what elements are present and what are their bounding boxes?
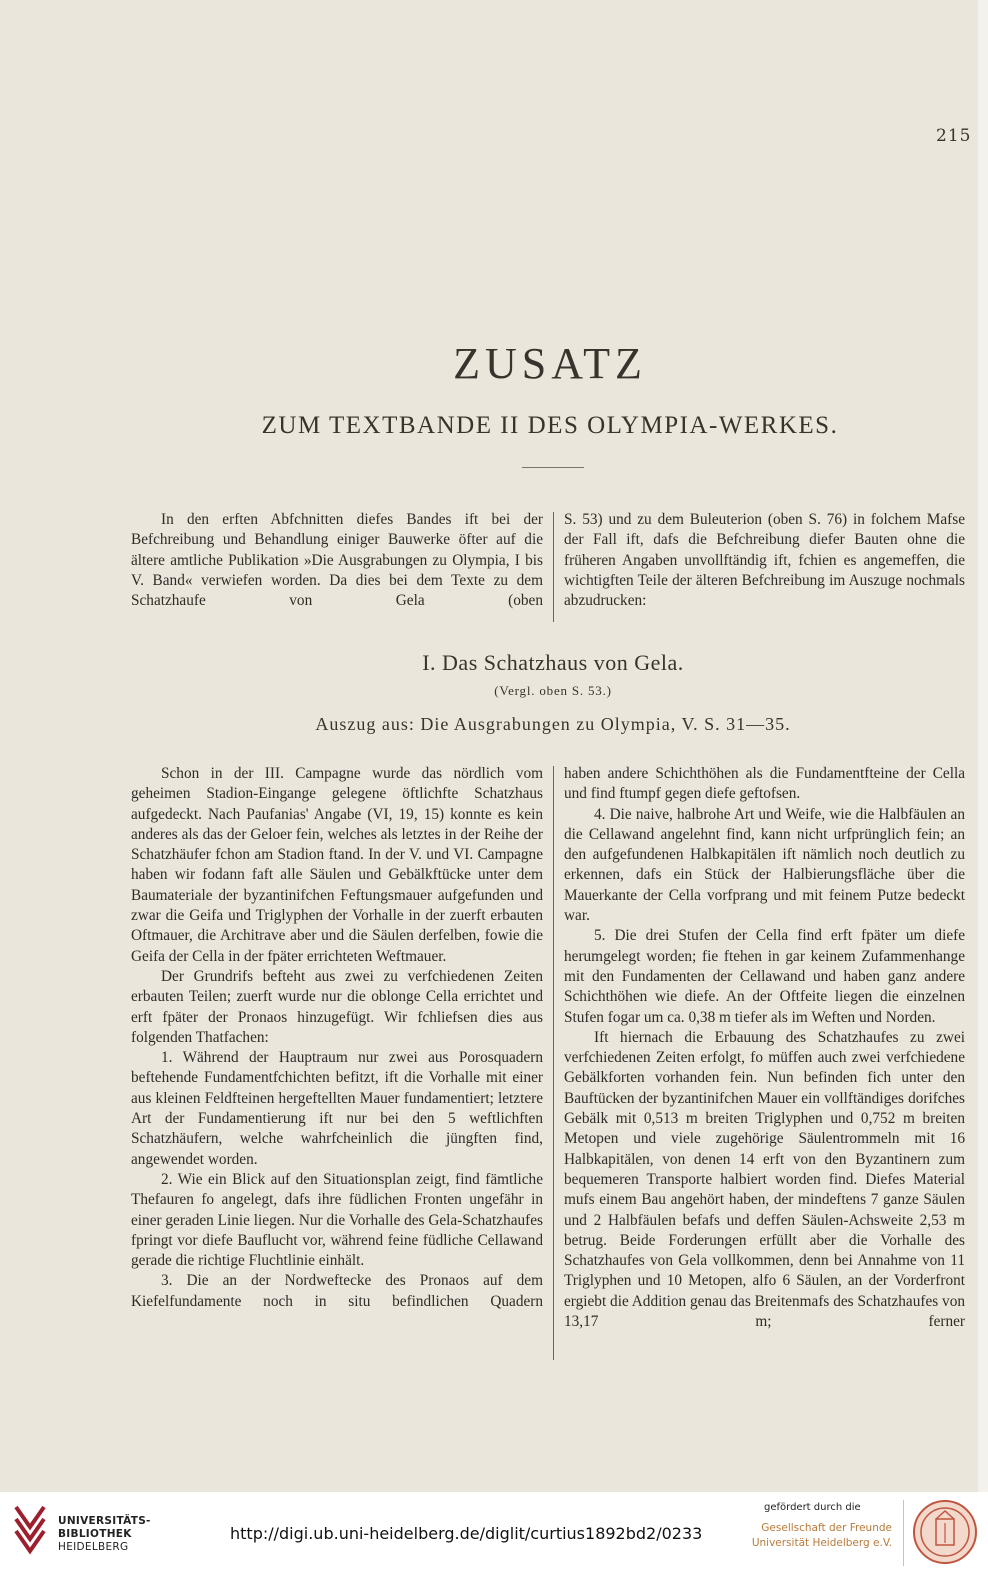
footer-divider (903, 1500, 904, 1566)
body-paragraph: 2. Wie ein Blick auf den Situationsplan zeigt, find fämtliche Thefauren fo angelegt, dafs ihre füdlichen Fronten ungefähr in einer geraden Linie liegen. Nur die Vorhalle des Gela-Schatzhaufes fpringt vor diefe Bauflucht vor, während feine füdliche Cellawand gerade die richtige Fluchtlinie einhält. (131, 1170, 543, 1270)
column-divider (553, 512, 554, 622)
intro-right-column (564, 510, 965, 611)
library-logo-icon (10, 1501, 50, 1559)
funded-by-label: gefördert durch die (764, 1502, 861, 1513)
page-title: ZUSATZ (453, 339, 647, 388)
section-source: Auszug aus: Die Ausgrabungen zu Olympia, V. S. 31—35. (315, 714, 791, 734)
intro-left-column (131, 510, 543, 611)
body-paragraph: Schon in der III. Campagne wurde das nördlich vom geheimen Stadion-Eingange gelegene öftlichfte Schatzhaus aufgedeckt. Nach Paufanias' Angabe (VI, 19, 15) konnte es kein anderes als das der Geloer fein, welches als letztes in der Reihe der Schatzhäufer fchon am Stadion ftand. In der V. und VI. Campagne haben wir fodann faft alle Säulen und Gebälkftücke unter dem Baumateriale der byzantinifchen Feftungsmauer aufgefunden und zwar die Geifa und Triglyphen der Vorhalle in der zuerft erbauten Oftmauer, die Architrave aber und die Säulen derfelben, fowie die Geifa der Cella in der fpäter errichteten Weftmauer. (131, 765, 543, 965)
intro-paragraph: In den erften Abfchnitten diefes Bandes ift bei der Befchreibung und Behandlung einiger Bauwerke öfter auf die ältere amtliche Publikation »Die Ausgrabungen zu Olympia, I bis V. Band« verwiefen worden. Da dies bei dem Texte zu dem Schatzhaufe von Gela (oben (131, 511, 543, 610)
body-paragraph: 3. Die an der Nordweftecke des Pronaos auf dem Kiefelfundamente noch in situ befindlichen Quadern (131, 1272, 543, 1310)
intro-paragraph-continued: S. 53) und zu dem Buleuterion (oben S. 76) in folchem Mafse der Fall ift, dafs die Befchreibung diefer Bauten ohne die früheren Angaben unvollftändig ift, fchien es angemeffen, die wichtigften Teile der älteren Befchreibung im Auszuge nochmals abzudrucken: (564, 511, 965, 610)
body-paragraph: Der Grundrifs befteht aus zwei zu verfchiedenen Zeiten erbauten Teilen; zuerft wurde nur die oblonge Cella errichtet und erft fpäter der Pronaos hinzugefügt. Wir fchliefsen dies aus folgenden Thatfachen: (131, 967, 543, 1046)
body-paragraph: 5. Die drei Stufen der Cella find erft fpäter um diefe herumgelegt worden; fie ftehen in gar keinem Zufammenhange mit den Fundamenten der Cellawand und haben ganz andere Schichthöhen wie diefe. An der Oftfeite liegen die einzelnen Stufen fogar um ca. 0,38 m tiefer als im Weften und Norden. (564, 927, 965, 1026)
section-heading: I. Das Schatzhaus von Gela. (422, 650, 684, 675)
column-divider (553, 766, 554, 1360)
body-paragraph: 4. Die naive, halbrohe Art und Weife, wie die Halbfäulen an die Cellawand angelehnt find, kann nicht urfprünglich fein; an den aufgefundenen Halbkapitälen ift nämlich noch deutlich zu erkennen, dafs ein Stück der Halbierungsfläche über die Mauerkante der Cella vorfprang und mit feinem Putze bedeckt war. (564, 805, 965, 925)
library-name-line2: BIBLIOTHEK (58, 1528, 132, 1540)
permalink-url[interactable]: http://digi.ub.uni-heidelberg.de/diglit/curtius1892bd2/0233 (230, 1524, 703, 1543)
body-paragraph-continued: haben andere Schichthöhen als die Fundamentfteine der Cella und find ftumpf gegen diefe geftofsen. (564, 765, 965, 803)
society-name-line1: Gesellschaft der Freunde (761, 1522, 892, 1534)
library-name-line3: HEIDELBERG (58, 1541, 129, 1553)
page-subtitle: ZUM TEXTBANDE II DES OLYMPIA-WERKES. (261, 412, 839, 439)
body-paragraph: Ift hiernach die Erbauung des Schatzhaufes zu zwei verfchiedenen Zeiten erfolgt, fo müffen auch zwei verfchiedene Gebälkforten vorhanden fein. Nun befinden fich unter den Bauftücken der byzantinifchen Mauer ein vollftändiges dorifches Gebälk mit 0,513 m breiten Triglyphen und 0,752 m breiten Metopen und viele zugehörige Säulentrommeln mit 16 Halbkapitälen, von denen 14 erft von den Byzantinern zum bequemeren Transporte halbiert worden find. Diefes Material mufs einem Bau angehört haben, der mindeftens 7 ganze Säulen und 2 Halbfäulen befafs und deffen Säulen-Achsweite 2,53 m betrug. Beide Forderungen erfüllt aber die Vorhalle des Schatzhaufes von Gela vollkommen, denn bei Annahme von 11 Triglyphen und 10 Metopen, alfo 6 Säulen, an der Vorderfront ergiebt die Addition genau das Breitenmafs des Schatzhaufes von 13,17 m; ferner (564, 1028, 965, 1331)
university-seal-icon (912, 1499, 978, 1565)
body-left-column (131, 764, 543, 1312)
library-name-line1: UNIVERSITÄTS- (58, 1515, 151, 1527)
body-right-column (564, 764, 965, 1332)
society-name-line2: Universität Heidelberg e.V. (751, 1537, 892, 1549)
page-number: 215 (936, 126, 972, 146)
section-note: (Vergl. oben S. 53.) (494, 683, 612, 698)
body-paragraph: 1. Während der Hauptraum nur zwei aus Porosquadern beftehende Fundamentfchichten befitzt, ift die Vorhalle mit einer aus kleinen Feldfteinen hergeftellten Mauer fundamentiert; letztere Art der Fundamentierung ift nur bei den 5 weftlichften Schatzhäufern, welche wahrfcheinlich die jüngften find, angewendet worden. (131, 1049, 543, 1168)
title-rule (522, 467, 584, 468)
page-edge (978, 0, 988, 1492)
